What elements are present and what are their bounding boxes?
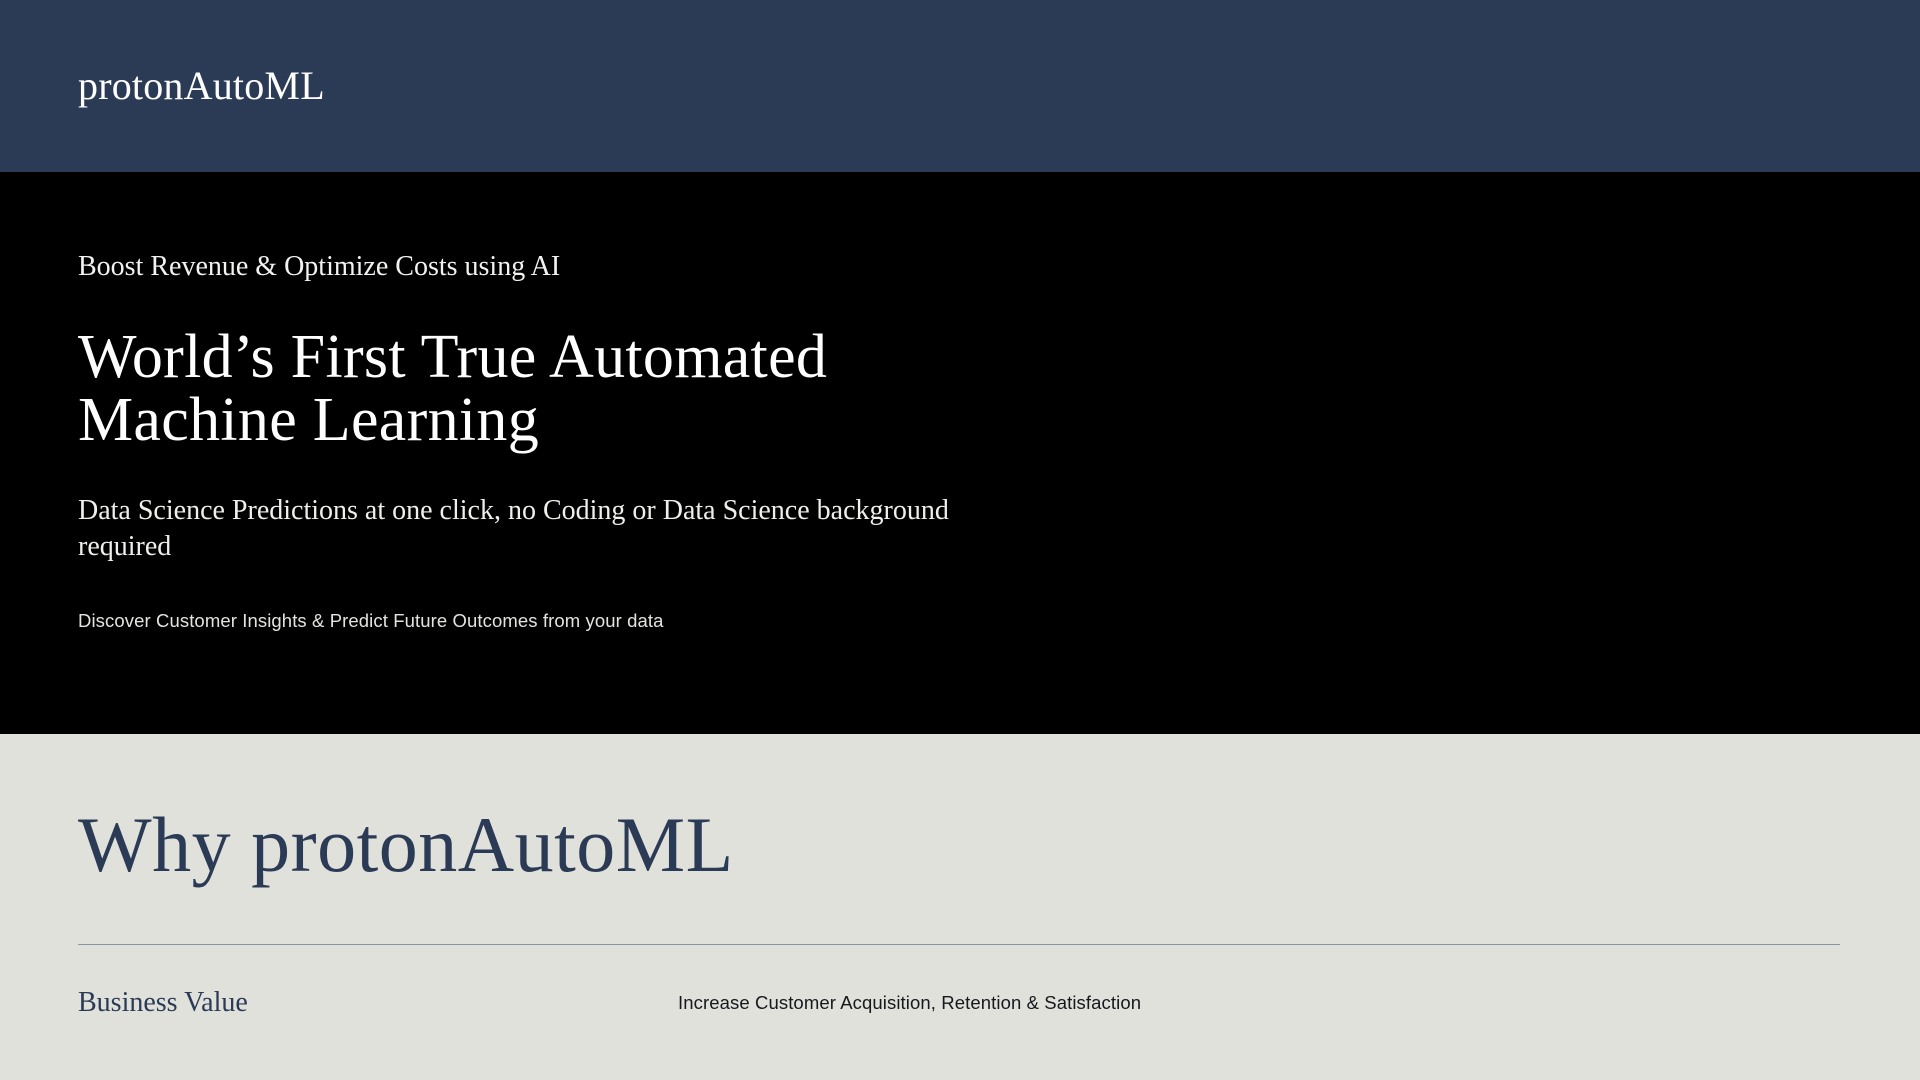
hero-note: Discover Customer Insights & Predict Future Outcomes from your data (78, 609, 664, 631)
page-title: World’s First True Automated Machine Learning (78, 322, 828, 455)
why-row (78, 987, 1842, 1019)
why-section-title: Why protonAutoML (78, 801, 734, 888)
hero-eyebrow: Boost Revenue & Optimize Costs using AI (78, 251, 561, 282)
why-row-label: Business Value (78, 987, 248, 1018)
hero-subtitle: Data Science Predictions at one click, no Coding or Data Science background required (78, 495, 949, 563)
section-divider (78, 944, 1840, 945)
why-row-value: Increase Customer Acquisition, Retention & Satisfaction (678, 992, 1142, 1013)
brand-logo[interactable]: protonAutoML (78, 63, 325, 108)
hero-section (0, 172, 1920, 734)
why-section (0, 734, 1920, 1080)
site-header (0, 0, 1920, 172)
